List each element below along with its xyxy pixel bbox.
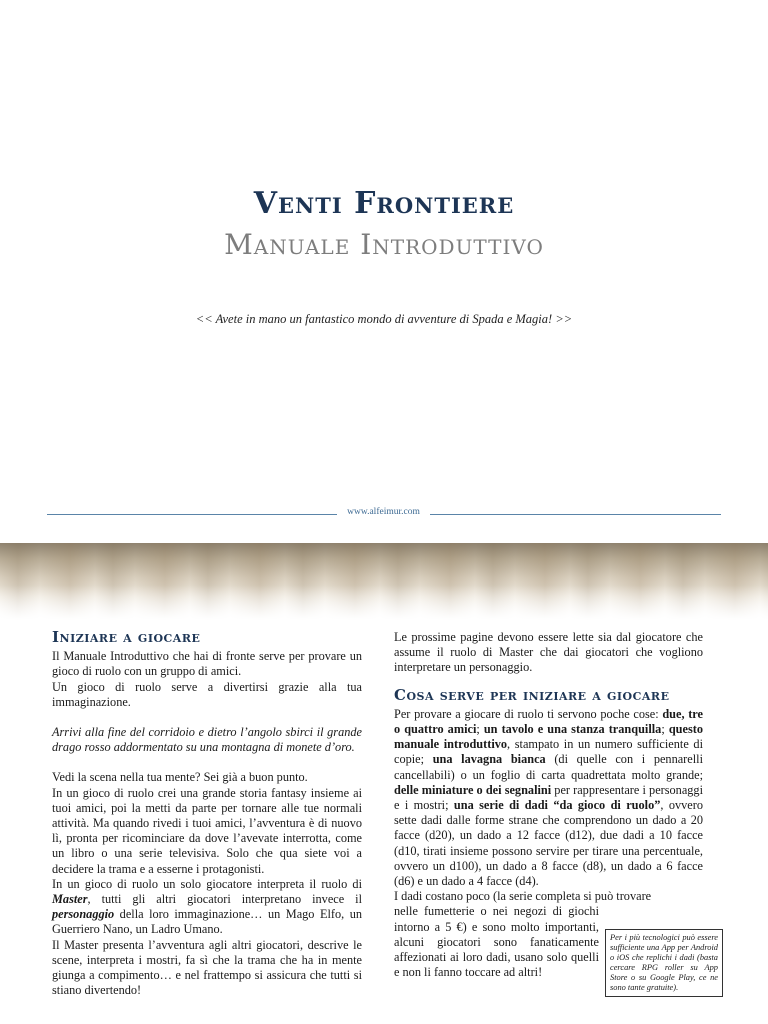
paragraph: Vedi la scena nella tua mente? Sei già a buon punto. <box>52 770 308 785</box>
paragraph: Per provare a giocare di ruolo ti servono poche cose: due, tre o quattro amici; un tavolo e una stanza tranquilla; questo manuale introduttivo, stampato in un numero sufficiente di copie; una lavagna bianca (di quelle con i pennarelli cancellabili) o un foglio di carta quadrettata molto grande; delle miniature o dei segnalini per rappresentare i personaggi e i mostri; una serie di dadi “da gioco di ruolo”, ovvero sette dadi dalle forme strane che comprendono un dado a 20 facce (d20), un dado a 12 facce (d12), due dadi a 10 facce (d10, tirati insieme possono servire per tirare una percentuale, ovvero un d100), un dado a 8 facce (d8), un dado a 6 facce (d6) e un dado a 4 facce (d4). <box>394 706 703 889</box>
left-column <box>52 630 362 998</box>
paragraph: Il Master presenta l’avventura agli altri giocatori, descrive le scene, interpreta i mostri, fa sì che la trama che ha in mente giunga a compimento… e nel frattempo si assicura che tutti si stiano divertendo! <box>52 937 362 998</box>
section-heading-start: Iniziare a giocare <box>52 628 201 646</box>
right-column <box>394 630 703 980</box>
website-link[interactable]: www.alfeimur.com <box>347 507 420 517</box>
parchment-banner <box>0 543 768 620</box>
tagline: << Avete in mano un fantastico mondo di avventure di Spada e Magia! >> <box>195 312 573 326</box>
section-heading-requirements: Cosa serve per iniziare a giocare <box>394 685 670 704</box>
paragraph: Il Manuale Introduttivo che hai di fronte serve per provare un gioco di ruolo con un gruppo di amici. <box>52 649 362 679</box>
paragraph: I dadi costano poco (la serie completa si può trovare <box>394 889 652 904</box>
document-subtitle: Manuale Introduttivo <box>224 228 544 261</box>
divider-right <box>430 514 721 515</box>
divider-left <box>47 514 337 515</box>
sidebar-note: Per i più tecnologici può essere sufficiente una App per Android o iOS che replichi i dadi (basta cercare RPG roller su App Store o su Google Play, ce ne sono tante gratuite). <box>605 929 723 997</box>
document-title: Venti Frontiere <box>253 186 515 221</box>
example-quote: Arrivi alla fine del corridoio e dietro l’angolo sbirci il grande drago rosso addormentato su una montagna di monete d’oro. <box>52 725 362 755</box>
paragraph: Le prossime pagine devono essere lette sia dal giocatore che assume il ruolo di Master che dai giocatori che vogliono interpretare un personaggio. <box>394 630 703 675</box>
paragraph: In un gioco di ruolo crei una grande storia fantasy insieme ai tuoi amici, poi la metti da parte per tornare alle tue normali attività. Ma quando rivedi i tuoi amici, l’avventura è di nuovo lì, pronta per ricominciare da dove l’avevate interrotta, come un libro o una serie televisiva. Solo che qua siete voi a decidere la trama e a esserne i protagonisti. <box>52 785 362 876</box>
paragraph: Un gioco di ruolo serve a divertirsi grazie alla tua immaginazione. <box>52 679 362 709</box>
paragraph: nelle fumetterie o nei negozi di giochi intorno a 5 €) e sono molto importanti, alcuni giocatori sono fanaticamente affezionati ai loro dadi, usano solo quelli e non li fanno toccare ad altri! <box>394 904 599 980</box>
paragraph: In un gioco di ruolo un solo giocatore interpreta il ruolo di Master, tutti gli altri giocatori interpretano invece il personaggio della loro immaginazione… un Mago Elfo, un Guerriero Nano, un Ladro Umano. <box>52 876 362 937</box>
